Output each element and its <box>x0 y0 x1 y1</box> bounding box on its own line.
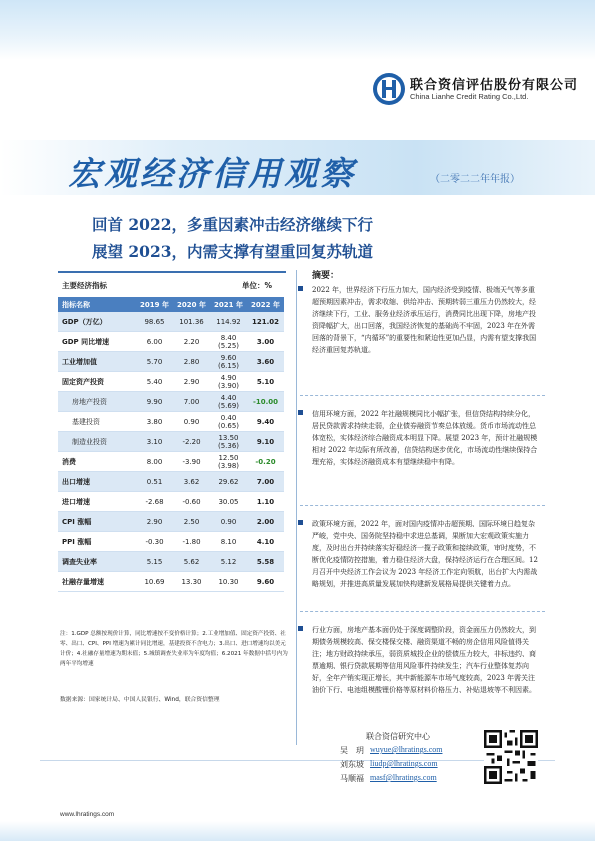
table-row <box>58 552 284 572</box>
contact-wuyue <box>340 745 443 756</box>
value-2020: 13.30 <box>173 572 210 592</box>
value-2022: 9.40 <box>247 412 284 432</box>
contact-name: 刘东坡 <box>340 760 364 769</box>
table-row <box>58 372 284 392</box>
value-2021-main: 8.40 <box>220 333 237 342</box>
table-header-row <box>58 297 284 312</box>
value-2020: 2.20 <box>173 332 210 352</box>
value-2021-main: 0.40 <box>220 413 237 422</box>
indicator-name: 消费 <box>58 452 136 472</box>
table-row <box>58 412 284 432</box>
website-link[interactable]: www.lhratings.com <box>60 811 115 818</box>
header-2022: 2022 年 <box>247 297 284 312</box>
abstract-text: 2022 年，世界经济下行压力加大，国内经济受到疫情、极端天气等多重超预期因素冲击，需求收缩、供给冲击、预期转弱三重压力仍然较大，经济继续下行，工业、服务业经济承压运行，消费同比出现下降，房地产投资降幅扩大，出口回落，我国经济恢复的基础尚不牢固，2023 年在外需回落的背景下，“内循环”的重要性和紧迫性更加凸显，内需有望支撑我国经济重回复苏轨道。 <box>312 286 537 354</box>
footer-band <box>0 821 595 841</box>
contact-email-link[interactable]: masf@lhratings.com <box>370 773 437 782</box>
value-2020: 5.62 <box>173 552 210 572</box>
edition-label: （二零二二年年报） <box>430 174 520 185</box>
value-2021-main: 9.60 <box>220 353 237 362</box>
value-2021-main: 114.92 <box>216 317 241 326</box>
value-2021-main: 4.40 <box>220 393 237 402</box>
abstract-text: 政策环境方面，2022 年，面对国内疫情冲击超预期、国际环境日趋复杂严峻，党中央、国务院坚持稳中求进总基调，果断加大宏观政策实施力度，及时出台并持续落实好稳经济一揽子政策和接续政策，审时度势，不断优化疫情防控措施，着力稳住经济大盘，保持经济运行在合理区间。12 月召开中央经济工作会议为 2023 年经济工作定向领航，出台扩大内需战略规划，并推进高质量发展加快构建新发展格局提供关键着力点。 <box>312 520 538 588</box>
abstract-item-policy <box>312 518 542 590</box>
value-2019: 5.40 <box>136 372 173 392</box>
value-2021 <box>210 332 247 352</box>
indicator-name: 调查失业率 <box>58 552 136 572</box>
value-2019: 0.51 <box>136 472 173 492</box>
table-row <box>58 312 284 332</box>
contact-liudp <box>340 759 438 770</box>
value-2019: 98.65 <box>136 312 173 332</box>
value-2021-two-year-avg: (5.36) <box>217 441 240 450</box>
value-2022: 9.10 <box>247 432 284 452</box>
header-2021: 2021 年 <box>210 297 247 312</box>
value-2021 <box>210 552 247 572</box>
page-title: 宏观经济信用观察 <box>68 154 356 193</box>
header-2020: 2020 年 <box>173 297 210 312</box>
indicator-name: 工业增加值 <box>58 352 136 372</box>
abstract-title: 摘要： <box>312 271 340 281</box>
indicator-name: 出口增速 <box>58 472 136 492</box>
value-2021-main: 5.12 <box>220 557 237 566</box>
indicator-name: 房地产投资 <box>58 392 136 412</box>
column-divider <box>296 270 297 745</box>
contact-name: 马顺福 <box>340 774 364 783</box>
indicator-name: GDP（万亿） <box>58 312 136 332</box>
table-body <box>58 312 284 592</box>
value-2019: 9.90 <box>136 392 173 412</box>
table-row <box>58 392 284 412</box>
value-2020: 2.90 <box>173 372 210 392</box>
value-2021 <box>210 352 247 372</box>
abstract-item-industry <box>312 624 542 696</box>
abstract-text: 信用环境方面，2022 年社融规模同比小幅扩张，但信贷结构持续分化，居民贷款需求持续走弱，企业债券融资节奏总体放缓。货币市场流动性总体宽松，实体经济综合融资成本明显下降。展望 2023 年，预计社融规模相对 2022 年边际有所改善，信贷结构逐步优化，市场流动性继续保持合理充裕，实体经济融资成本有望继续稳中有降。 <box>312 410 538 466</box>
header-band <box>0 0 595 60</box>
value-2021 <box>210 312 247 332</box>
value-2022: -0.20 <box>247 452 284 472</box>
value-2022: 2.00 <box>247 512 284 532</box>
footer-rule <box>40 760 555 761</box>
value-2022: 5.58 <box>247 552 284 572</box>
value-2019: 5.70 <box>136 352 173 372</box>
company-name-en: China Lianhe Credit Rating Co.,Ltd. <box>410 92 529 101</box>
value-2020: -0.60 <box>173 492 210 512</box>
value-2022: 3.60 <box>247 352 284 372</box>
table-top-rule <box>58 271 286 273</box>
value-2022: 1.10 <box>247 492 284 512</box>
table-source: 数据来源：国家统计局、中国人民银行、Wind，联合资信整理 <box>60 697 220 703</box>
value-2021 <box>210 472 247 492</box>
table-notes: 注：1.GDP 总额按现价计算，同比增速按不变价格计算；2.工业增加值、固定资产投资、社零、出口、CPI、PPI 增速为累计同比增速，基建投资不含电力；3.出口、进口增速均以美元计价；4.社融存量增速为期末值；5.城镇调查失业率为年度均值；6.2021 年数据中括号内为两年平均增速 <box>60 631 288 667</box>
bullet-icon <box>298 520 303 525</box>
table-row <box>58 472 284 492</box>
indicator-name: 制造业投资 <box>58 432 136 452</box>
value-2020: 7.00 <box>173 392 210 412</box>
value-2021 <box>210 532 247 552</box>
value-2021-two-year-avg: (3.90) <box>217 381 240 390</box>
value-2021 <box>210 372 247 392</box>
value-2021-two-year-avg: (0.65) <box>217 421 240 430</box>
value-2019: 5.15 <box>136 552 173 572</box>
separator <box>300 611 545 612</box>
bullet-icon <box>298 410 303 415</box>
value-2019: 3.10 <box>136 432 173 452</box>
value-2021 <box>210 392 247 412</box>
value-2020: 101.36 <box>173 312 210 332</box>
indicator-name: 固定资产投资 <box>58 372 136 392</box>
value-2022: 5.10 <box>247 372 284 392</box>
abstract-item-economy <box>312 284 542 356</box>
value-2021-main: 0.90 <box>220 517 237 526</box>
header-2019: 2019 年 <box>136 297 173 312</box>
value-2021 <box>210 512 247 532</box>
value-2022: -10.00 <box>247 392 284 412</box>
value-2019: 2.90 <box>136 512 173 532</box>
value-2020: 3.62 <box>173 472 210 492</box>
separator <box>300 395 545 396</box>
research-center: 联合资信研究中心 <box>366 732 430 741</box>
table-caption: 主要经济指标 <box>62 281 107 290</box>
value-2020: 0.90 <box>173 412 210 432</box>
indicator-name: 社融存量增速 <box>58 572 136 592</box>
value-2021 <box>210 572 247 592</box>
value-2019: 3.80 <box>136 412 173 432</box>
value-2021 <box>210 412 247 432</box>
indicator-name: CPI 涨幅 <box>58 512 136 532</box>
value-2021-two-year-avg: (6.15) <box>217 361 240 370</box>
company-logo-icon <box>372 72 406 106</box>
table-row <box>58 452 284 472</box>
value-2021-two-year-avg: (5.25) <box>217 341 240 350</box>
contact-name: 吴 玥 <box>340 746 364 755</box>
company-name-cn: 联合资信评估股份有限公司 <box>410 78 579 93</box>
table-row <box>58 492 284 512</box>
value-2022: 9.60 <box>247 572 284 592</box>
bullet-icon <box>298 286 303 291</box>
header-indicator: 指标名称 <box>58 297 136 312</box>
qr-code-icon <box>484 730 538 784</box>
value-2022: 4.10 <box>247 532 284 552</box>
value-2021-main: 8.10 <box>220 537 237 546</box>
indicator-name: GDP 同比增速 <box>58 332 136 352</box>
table-row <box>58 512 284 532</box>
value-2020: -3.90 <box>173 452 210 472</box>
contact-email-link[interactable]: liudp@lhratings.com <box>370 759 438 768</box>
value-2019: -2.68 <box>136 492 173 512</box>
subtitle-review: 回首 2022，多重因素冲击经济继续下行 <box>92 215 374 234</box>
value-2020: -1.80 <box>173 532 210 552</box>
value-2022: 3.00 <box>247 332 284 352</box>
value-2021-main: 13.50 <box>218 433 239 442</box>
value-2021-two-year-avg: (5.69) <box>217 401 240 410</box>
table-unit: 单位：% <box>242 281 273 290</box>
bullet-icon <box>298 626 303 631</box>
value-2021-main: 12.50 <box>218 453 239 462</box>
contact-masf <box>340 773 437 784</box>
value-2021-main: 29.62 <box>218 477 239 486</box>
value-2021-main: 30.05 <box>218 497 239 506</box>
indicator-name: PPI 涨幅 <box>58 532 136 552</box>
indicator-name: 进口增速 <box>58 492 136 512</box>
indicator-name: 基建投资 <box>58 412 136 432</box>
value-2019: 8.00 <box>136 452 173 472</box>
value-2021-main: 4.90 <box>220 373 237 382</box>
value-2021 <box>210 452 247 472</box>
value-2020: 2.80 <box>173 352 210 372</box>
table-row <box>58 532 284 552</box>
value-2022: 121.02 <box>247 312 284 332</box>
table-row <box>58 332 284 352</box>
table-row <box>58 572 284 592</box>
separator <box>300 505 545 506</box>
indicator-table <box>58 297 284 592</box>
value-2022: 7.00 <box>247 472 284 492</box>
subtitle-outlook: 展望 2023，内需支撑有望重回复苏轨道 <box>92 242 374 261</box>
table-row <box>58 432 284 452</box>
value-2021-two-year-avg: (3.98) <box>217 461 240 470</box>
value-2021 <box>210 432 247 452</box>
value-2019: 6.00 <box>136 332 173 352</box>
value-2021-main: 10.30 <box>218 577 239 586</box>
value-2019: 10.69 <box>136 572 173 592</box>
value-2021 <box>210 492 247 512</box>
contact-email-link[interactable]: wuyue@lhratings.com <box>370 745 443 754</box>
value-2020: 2.50 <box>173 512 210 532</box>
value-2019: -0.30 <box>136 532 173 552</box>
value-2020: -2.20 <box>173 432 210 452</box>
abstract-text: 行业方面，房地产基本面仍处于深度调整阶段，资金面压力仍然较大，到期债务规模较高、保交楼保交楼、融资渠道不畅的房企信用风险值得关注；地方财政持续承压，弱资质城投企业的偿债压力较大，非标违约、商票逾期、银行贷款展期等信用风险事件持续发生；汽车行业整体复苏向好，全年产销实现正增长，其中新能源车市场气度较高，2023 年需关注油价下行、电池组模酸锂价格等原材料价格压力、补贴退坡等不利因素。 <box>312 626 536 694</box>
table-row <box>58 352 284 372</box>
abstract-item-credit <box>312 408 542 468</box>
